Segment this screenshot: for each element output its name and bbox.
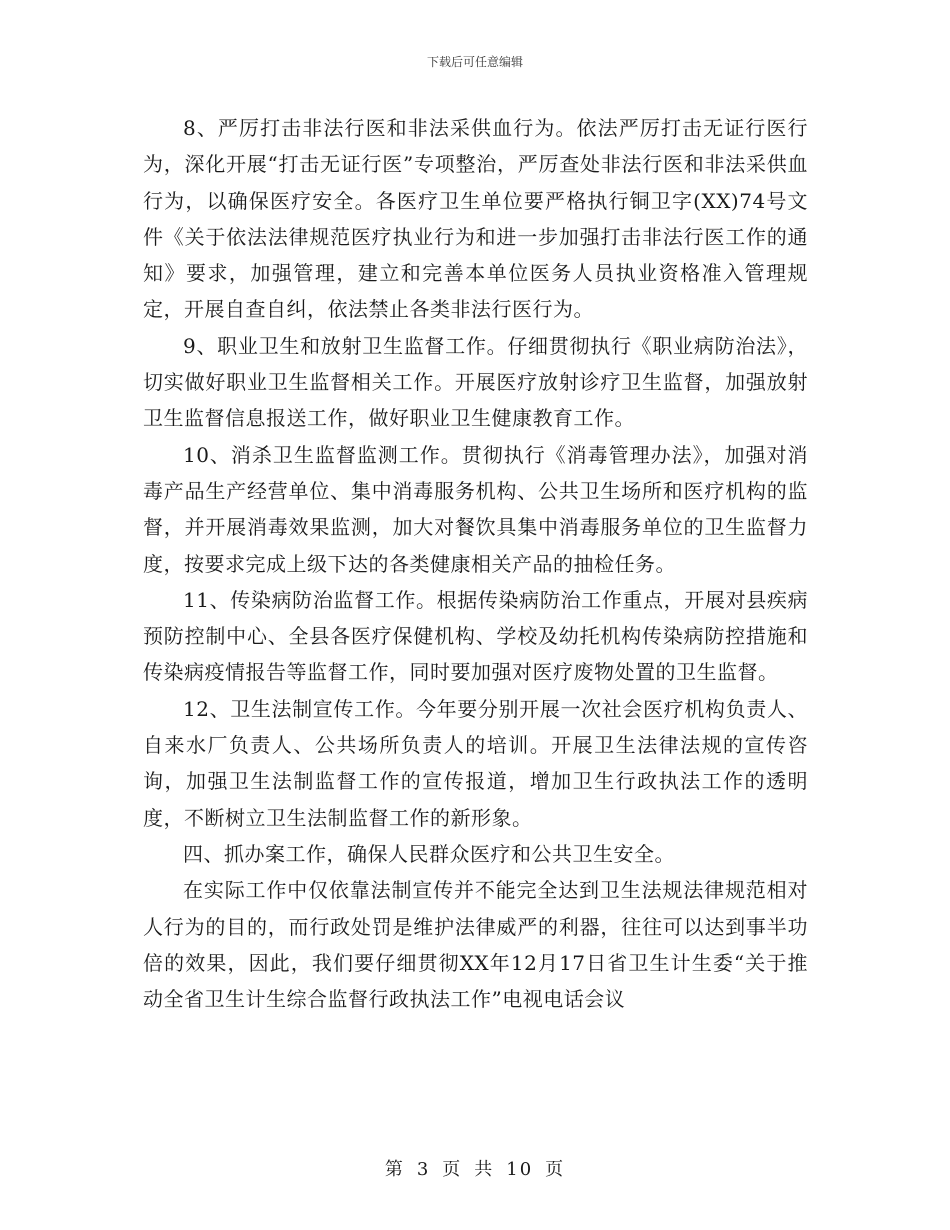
- footer-suffix: 页: [545, 1159, 566, 1180]
- paragraph-item-8: 8、严厉打击非法行医和非法采供血行为。依法严厉打击无证行医行为，深化开展“打击无证行医”专项整治，严厉查处非法行医和非法采供血行为，以确保医疗安全。各医疗卫生单位要严格执行铜卫字(XX)74号文件《关于依法法律规范医疗执业行为和进一步加强打击非法行医工作的通知》要求，加强管理，建立和完善本单位医务人员执业资格准入管理规定，开展自查自纠，依法禁止各类非法行医行为。: [143, 116, 808, 322]
- document-body: [143, 110, 808, 1017]
- footer-total-pages: 10: [506, 1159, 534, 1180]
- paragraph-item-10: 10、消杀卫生监督监测工作。贯彻执行《消毒管理办法》，加强对消毒产品生产经营单位、集中消毒服务机构、公共卫生场所和医疗机构的监督，并开展消毒效果监测，加大对餐饮具集中消毒服务单位的卫生监督力度，按要求完成上级下达的各类健康相关产品的抽检任务。: [143, 442, 808, 576]
- footer-prefix: 第: [384, 1159, 405, 1180]
- footer-page-word: 页: [442, 1159, 463, 1180]
- footer-total-word: 共: [474, 1159, 495, 1180]
- paragraph-item-11: 11、传染病防治监督工作。根据传染病防治工作重点，开展对县疾病预防控制中心、全县各医疗保健机构、学校及幼托机构传染病防控措施和传染病疫情报告等监督工作，同时要加强对医疗废物处置的卫生监督。: [143, 587, 808, 685]
- page-footer: [0, 1155, 950, 1181]
- section-heading-4: 四、抓办案工作，确保人民群众医疗和公共卫生安全。: [183, 841, 675, 866]
- paragraph-item-12: 12、卫生法制宣传工作。今年要分别开展一次社会医疗机构负责人、自来水厂负责人、公共场所负责人的培训。开展卫生法律法规的宣传咨询，加强卫生法制监督工作的宣传报道，增加卫生行政执法工作的透明度，不断树立卫生法制监督工作的新形象。: [143, 696, 808, 830]
- footer-current-page: 3: [416, 1159, 431, 1180]
- paragraph-case-handling: 在实际工作中仅依靠法制宣传并不能完全达到卫生法规法律规范相对人行为的目的，而行政处罚是维护法律威严的利器，往往可以达到事半功倍的效果，因此，我们要仔细贯彻XX年12月17日省卫生计生委“关于推动全省卫生计生综合监督行政执法工作”电视电话会议: [143, 878, 808, 1012]
- page-header-note: 下载后可任意编辑: [426, 55, 523, 69]
- paragraph-item-9: 9、职业卫生和放射卫生监督工作。仔细贯彻执行《职业病防治法》，切实做好职业卫生监督相关工作。开展医疗放射诊疗卫生监督，加强放射卫生监督信息报送工作，做好职业卫生健康教育工作。: [143, 333, 808, 431]
